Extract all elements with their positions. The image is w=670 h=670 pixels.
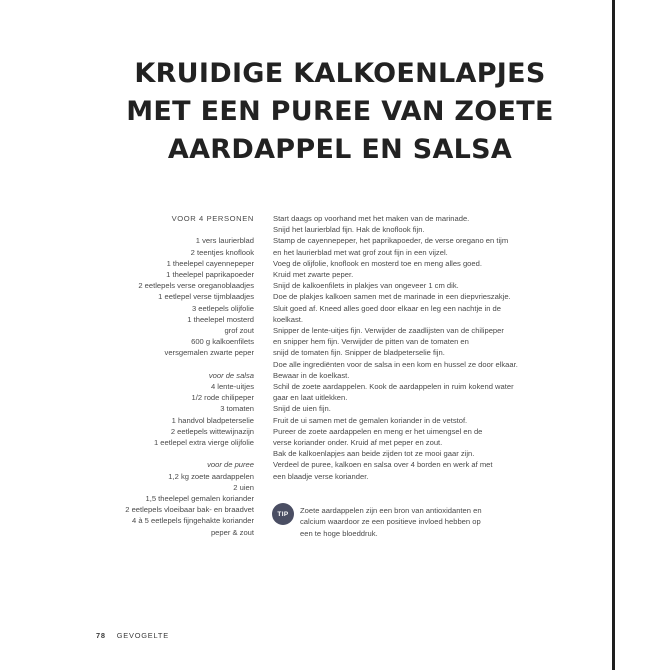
page-number: 78 xyxy=(96,631,106,640)
ingredient-item: 1 eetlepel extra vierge olijfolie xyxy=(153,438,254,448)
method-line: Doe de plakjes kalkoen samen met de marinade in een diepvrieszakje. xyxy=(273,292,511,302)
ingredient-item: 1 theelepel mosterd xyxy=(187,314,254,324)
method-line: een blaadje verse koriander. xyxy=(273,471,369,481)
ingredient-item: 1 vers laurierblad xyxy=(195,236,254,246)
tip-text xyxy=(300,505,570,539)
method-line: Snijd het laurierblad fijn. Hak de knoflook fijn. xyxy=(273,225,425,235)
ingredient-item: 3 eetlepels olijfolie xyxy=(191,303,254,313)
ingredient-item: 2 eetlepels vloeibaar bak- en braadvet xyxy=(125,505,254,515)
title-line: KRUIDIGE KALKOENLAPJES xyxy=(134,58,546,89)
ingredient-item: versgemalen zwarte peper xyxy=(164,348,254,358)
page-footer xyxy=(96,631,169,640)
tip-badge: TIP xyxy=(272,503,294,525)
ingredient-item: 4 lente-uitjes xyxy=(210,382,254,392)
method-line: Snipper de lente-uitjes fijn. Verwijder de zaadlijsten van de chilipeper xyxy=(273,326,504,336)
method-line: Schil de zoete aardappelen. Kook de aardappelen in ruim kokend water xyxy=(273,382,514,392)
method-line: Bewaar in de koelkast. xyxy=(273,370,350,380)
method-line: en het laurierblad met wat grof zout fijn in een vijzel. xyxy=(273,247,448,257)
ingredient-item: 2 eetlepels verse oreganoblaadjes xyxy=(138,281,254,291)
method-line: verse koriander onder. Kruid af met peper en zout. xyxy=(273,438,443,448)
salsa-heading: voor de salsa xyxy=(208,370,254,380)
method-line: Snijd de uien fijn. xyxy=(273,404,331,414)
method-line: Verdeel de puree, kalkoen en salsa over 4 borden en werk af met xyxy=(273,460,493,470)
ingredient-item: 1,2 kg zoete aardappelen xyxy=(168,471,254,481)
method-line: Sluit goed af. Kneed alles goed door elkaar en leg een nachtje in de xyxy=(273,303,501,313)
ingredient-item: 2 eetlepels wittewijnazijn xyxy=(170,426,254,436)
method-line: Stamp de cayennepeper, het paprikapoeder, de verse oregano en tijm xyxy=(273,236,509,246)
ingredient-item: 1 theelepel cayennepeper xyxy=(166,258,254,268)
tip-line: Zoete aardappelen zijn een bron van antioxidanten en xyxy=(300,506,482,515)
ingredient-item: 1 theelepel paprikapoeder xyxy=(166,270,254,280)
page-edge xyxy=(612,0,615,670)
ingredient-item: 1 eetlepel verse tijmblaadjes xyxy=(158,292,254,302)
ingredient-item: 600 g kalkoenfilets xyxy=(191,337,254,347)
method-text xyxy=(273,213,573,482)
method-line: en snipper hem fijn. Verwijder de pitten van de tomaten en xyxy=(273,337,469,347)
method-line: Pureer de zoete aardappelen en meng er het uimengsel en de xyxy=(273,426,483,436)
ingredient-item: 1/2 rode chilipeper xyxy=(191,393,254,403)
method-line: Doe alle ingrediënten voor de salsa in een kom en hussel ze door elkaar. xyxy=(273,359,518,369)
method-line: Bak de kalkoenlapjes aan beide zijden tot ze mooi gaar zijn. xyxy=(273,449,475,459)
ingredient-list xyxy=(96,213,254,538)
ingredient-item: 2 uien xyxy=(233,482,254,492)
ingredient-item: 2 teentjes knoflook xyxy=(190,247,254,257)
puree-heading: voor de puree xyxy=(207,460,254,470)
tip-line: een te hoge bloeddruk. xyxy=(300,528,378,538)
method-line: snijd de tomaten fijn. Snipper de bladpeterselie fijn. xyxy=(273,348,445,358)
method-line: koelkast. xyxy=(273,314,303,324)
ingredient-item: peper & zout xyxy=(210,527,254,537)
section-name: GEVOGELTE xyxy=(116,631,169,640)
method-line: Snijd de kalkoenfilets in plakjes van ongeveer 1 cm dik. xyxy=(273,281,459,291)
method-line: gaar en laat uitlekken. xyxy=(273,393,348,403)
ingredient-spacer xyxy=(96,448,254,459)
ingredient-spacer xyxy=(96,359,254,370)
servings-heading: VOOR 4 PERSONEN xyxy=(171,214,254,223)
ingredient-item: 4 à 5 eetlepels fijngehakte koriander xyxy=(131,516,254,526)
recipe-title xyxy=(100,55,580,169)
ingredient-item: 3 tomaten xyxy=(220,404,254,414)
tip-line: calcium waardoor ze een positieve invloed hebben op xyxy=(300,517,481,527)
method-line: Kruid met zwarte peper. xyxy=(273,270,354,280)
ingredient-spacer xyxy=(96,224,254,235)
method-line: Start daags op voorhand met het maken van de marinade. xyxy=(273,214,470,223)
title-line: MET EEN PUREE VAN ZOETE xyxy=(126,96,554,127)
method-line: Voeg de olijfolie, knoflook en mosterd toe en meng alles goed. xyxy=(273,258,482,268)
method-line: Fruit de ui samen met de gemalen koriander in de vetstof. xyxy=(273,415,468,425)
ingredient-item: 1,5 theelepel gemalen koriander xyxy=(145,494,254,504)
title-line: AARDAPPEL EN SALSA xyxy=(167,134,513,165)
ingredient-item: 1 handvol bladpeterselie xyxy=(171,415,254,425)
ingredient-item: grof zout xyxy=(224,326,254,336)
